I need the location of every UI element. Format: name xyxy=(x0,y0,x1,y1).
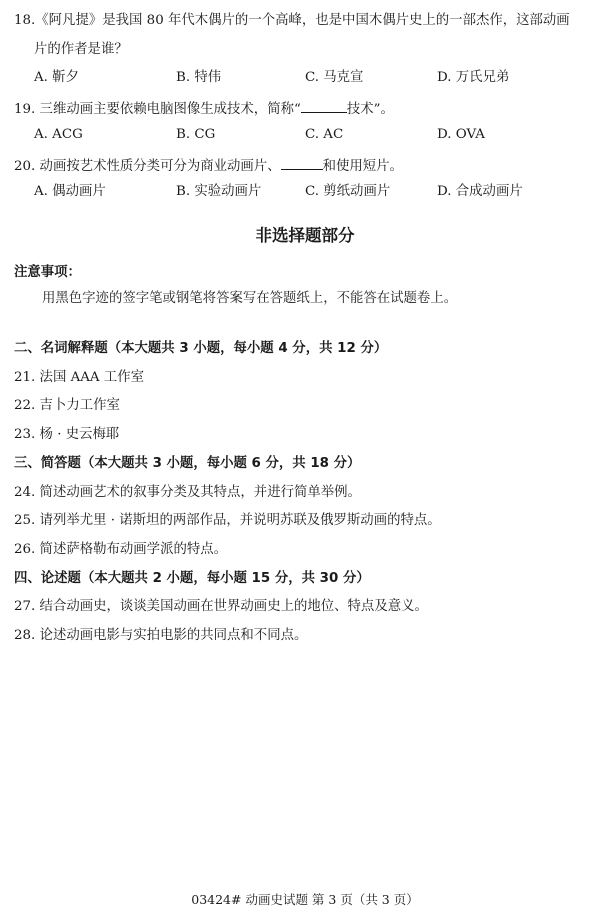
question-20-option-a: A. 偶动画片 xyxy=(34,184,106,199)
question-19-post: 技术”。 xyxy=(346,102,394,117)
part3-heading: 三、简答题（本大题共 3 小题，每小题 6 分，共 18 分） xyxy=(14,456,361,471)
question-18-option-d: D. 万氏兄弟 xyxy=(437,70,510,85)
question-19-option-a: A. ACG xyxy=(34,127,83,142)
question-20-option-d: D. 合成动画片 xyxy=(437,184,523,199)
question-19-option-d: D. OVA xyxy=(437,127,485,142)
question-18-option-b: B. 特伟 xyxy=(176,70,222,85)
question-20-post: 和使用短片。 xyxy=(322,159,403,174)
question-18-option-a: A. 靳夕 xyxy=(34,70,79,85)
question-20-option-c: C. 剪纸动画片 xyxy=(305,184,391,199)
question-20-stem xyxy=(14,155,403,176)
question-19-blank xyxy=(301,98,347,113)
section-title: 非选择题部分 xyxy=(255,226,355,245)
part2-heading: 二、名词解释题（本大题共 3 小题，每小题 4 分，共 12 分） xyxy=(14,341,388,356)
question-26: 26. 简述萨格勒布动画学派的特点。 xyxy=(14,542,228,557)
question-27: 27. 结合动画史，谈谈美国动画在世界动画史上的地位、特点及意义。 xyxy=(14,599,428,614)
question-20-pre: 20. 动画按艺术性质分类可分为商业动画片、 xyxy=(14,159,281,174)
page-footer: 03424# 动画史试题 第 3 页（共 3 页） xyxy=(191,892,419,907)
question-20-blank xyxy=(281,155,323,170)
question-18-option-c: C. 马克宣 xyxy=(305,70,364,85)
question-24: 24. 简述动画艺术的叙事分类及其特点，并进行简单举例。 xyxy=(14,485,361,500)
notice-text: 用黑色字迹的签字笔或钢笔将答案写在答题纸上，不能答在试题卷上。 xyxy=(42,291,458,306)
notice-heading: 注意事项： xyxy=(14,265,81,280)
question-23: 23. 杨 · 史云梅耶 xyxy=(14,427,120,442)
question-19-option-b: B. CG xyxy=(176,127,216,142)
question-21: 21. 法国 AAA 工作室 xyxy=(14,370,145,385)
question-18-line-2: 片的作者是谁？ xyxy=(34,42,128,57)
part4-heading: 四、论述题（本大题共 2 小题，每小题 15 分，共 30 分） xyxy=(14,571,370,586)
question-28: 28. 论述动画电影与实拍电影的共同点和不同点。 xyxy=(14,628,308,643)
question-20-option-b: B. 实验动画片 xyxy=(176,184,262,199)
question-19-pre: 19. 三维动画主要依赖电脑图像生成技术，简称“ xyxy=(14,102,301,117)
question-25: 25. 请列举尤里 · 诺斯坦的两部作品，并说明苏联及俄罗斯动画的特点。 xyxy=(14,513,441,528)
question-22: 22. 吉卜力工作室 xyxy=(14,398,120,413)
question-19-option-c: C. AC xyxy=(305,127,344,142)
question-19-stem xyxy=(14,98,394,119)
question-18-line-1: 18.《阿凡提》是我国 80 年代木偶片的一个高峰，也是中国木偶片史上的一部杰作，这部动画 xyxy=(14,13,570,28)
